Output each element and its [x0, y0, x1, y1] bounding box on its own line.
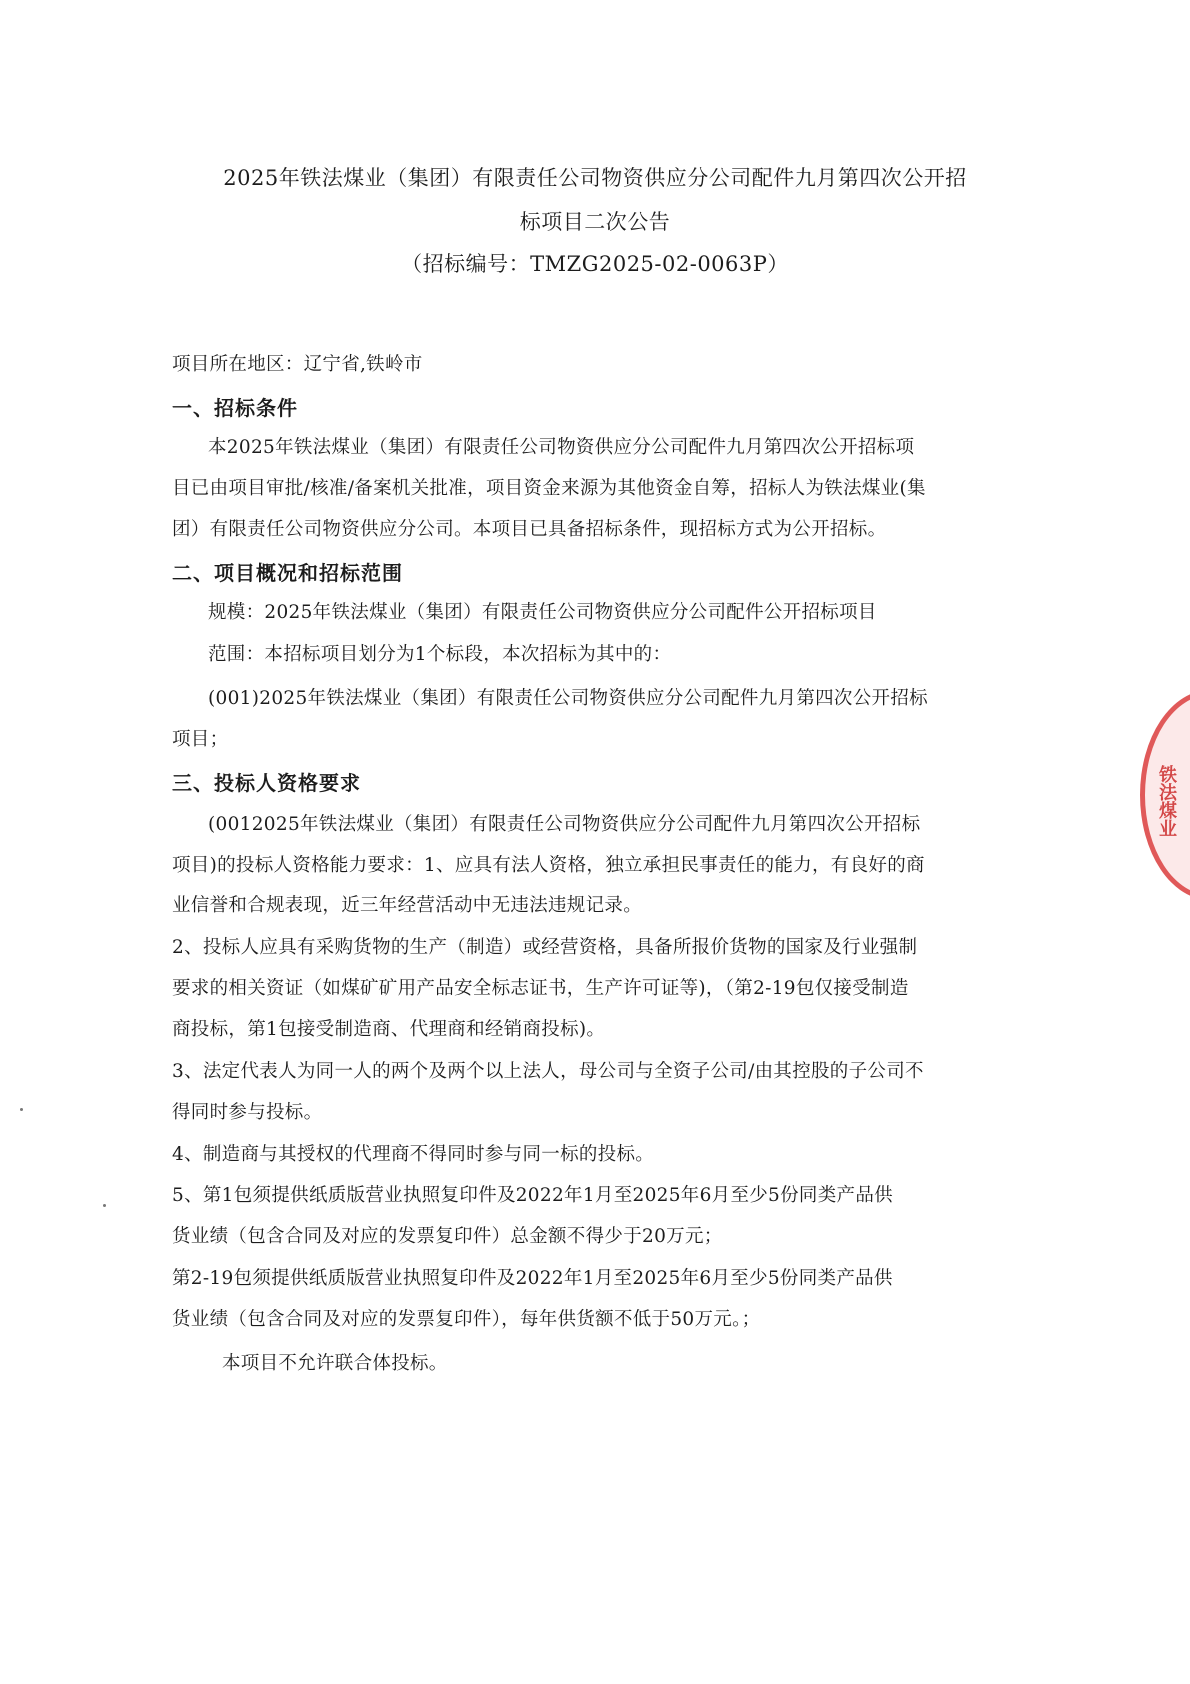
scan-speck: [20, 1108, 23, 1111]
section-3-line: 5、第1包须提供纸质版营业执照复印件及2022年1月至2025年6月至少5份同类产品供: [172, 1185, 893, 1206]
section-3-line: 要求的相关资证（如煤矿矿用产品安全标志证书，生产许可证等)，（第2-19包仅接受制造: [172, 978, 909, 999]
section-2-heading: 二、项目概况和招标范围: [172, 561, 403, 585]
section-3-line: 商投标，第1包接受制造商、代理商和经销商投标)。: [172, 1019, 606, 1040]
section-2-line: 项目；: [172, 729, 229, 750]
section-3-line: 得同时参与投标。: [172, 1102, 323, 1123]
tender-number: （招标编号：TMZG2025-02-0063P）: [401, 252, 789, 276]
section-1-line: 本2025年铁法煤业（集团）有限责任公司物资供应分公司配件九月第四次公开招标项: [208, 437, 915, 458]
section-3-line: 2、投标人应具有采购货物的生产（制造）或经营资格，具备所报价货物的国家及行业强制: [172, 937, 918, 958]
company-seal: [1140, 690, 1190, 900]
section-3-line: 第2-19包须提供纸质版营业执照复印件及2022年1月至2025年6月至少5份同类产品供: [172, 1268, 893, 1289]
section-3-line: (0012025年铁法煤业（集团）有限责任公司物资供应分公司配件九月第四次公开招标: [208, 814, 921, 835]
project-region: 项目所在地区：辽宁省,铁岭市: [172, 354, 423, 375]
section-2-line: 规模：2025年铁法煤业（集团）有限责任公司物资供应分公司配件公开招标项目: [208, 602, 877, 623]
section-3-line: 货业绩（包含合同及对应的发票复印件），每年供货额不低于50万元。；: [172, 1309, 761, 1330]
section-1-line: 团）有限责任公司物资供应分公司。本项目已具备招标条件，现招标方式为公开招标。: [172, 519, 887, 540]
section-2-line: (001)2025年铁法煤业（集团）有限责任公司物资供应分公司配件九月第四次公开招标: [208, 688, 928, 709]
section-1-heading: 一、招标条件: [172, 396, 298, 420]
section-1-line: 目已由项目审批/核准/备案机关批准，项目资金来源为其他资金自筹，招标人为铁法煤业(集: [172, 478, 926, 499]
section-3-line: 4、制造商与其授权的代理商不得同时参与同一标的投标。: [172, 1144, 655, 1165]
section-3-line: 项目)的投标人资格能力要求：1、应具有法人资格，独立承担民事责任的能力，有良好的商: [172, 855, 925, 876]
section-3-line: 业信誉和合规表现，近三年经营活动中无违法违规记录。: [172, 895, 643, 916]
section-2-line: 范围：本招标项目划分为1个标段，本次招标为其中的：: [208, 644, 672, 665]
company-seal-text: 铁法煤业: [1156, 765, 1177, 837]
section-3-line: 3、法定代表人为同一人的两个及两个以上法人，母公司与全资子公司/由其控股的子公司不: [172, 1061, 924, 1082]
section-3-line: 货业绩（包含合同及对应的发票复印件）总金额不得少于20万元；: [172, 1226, 723, 1247]
document-title-line-2: 标项目二次公告: [519, 210, 671, 234]
document-title-line-1: 2025年铁法煤业（集团）有限责任公司物资供应分公司配件九月第四次公开招: [223, 166, 967, 190]
scan-speck: [103, 1204, 106, 1207]
section-3-line: 本项目不允许联合体投标。: [222, 1353, 448, 1374]
section-3-heading: 三、投标人资格要求: [172, 771, 361, 795]
